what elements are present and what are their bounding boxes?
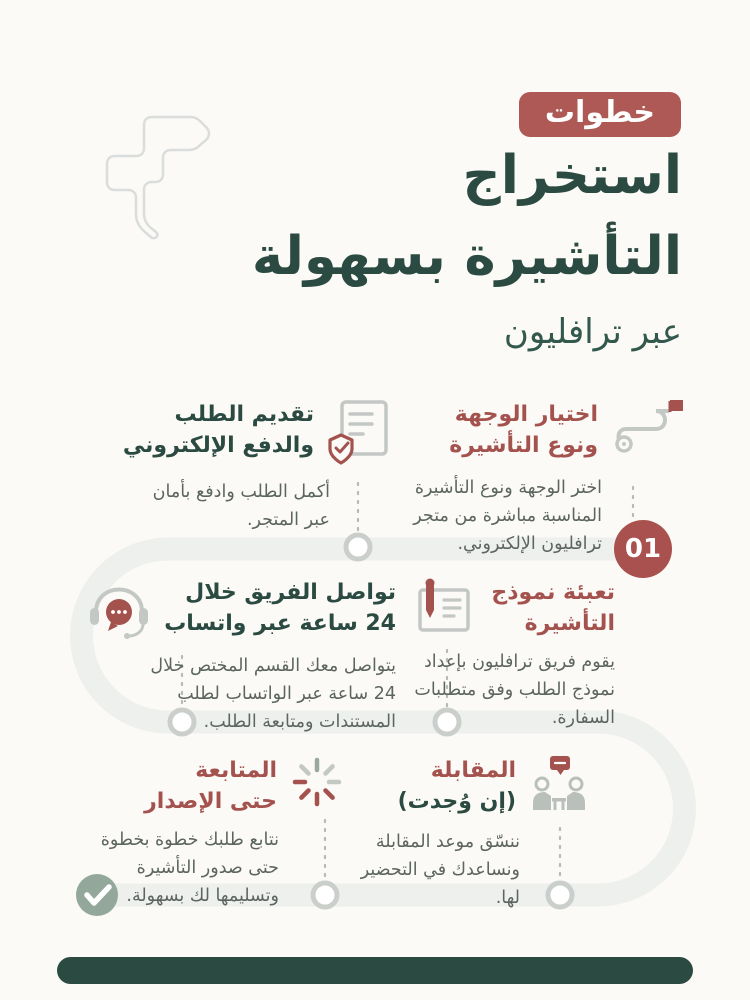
steps-badge: خطوات <box>519 92 681 137</box>
step-3-fill-form <box>410 576 615 732</box>
step-4-description: يتواصل معك القسم المختص خلال 24 ساعة عبر الواتساب لطلب المستندات ومتابعة الطلب. <box>150 656 396 732</box>
page-subtitle: عبر ترافليون <box>503 312 682 352</box>
step-4-title: تواصل الفريق خلال 24 ساعة عبر واتساب <box>164 580 396 636</box>
step-6-description: نتابع طلبك خطوة بخطوة حتى صدور التأشيرة وتسليمها لك بسهولة. <box>100 829 279 906</box>
step-6-follow-up <box>100 754 345 910</box>
step-2-submit-payment <box>122 398 392 534</box>
step-2-title: تقديم الطلب والدفع الإلكتروني <box>122 402 314 458</box>
step-5-description: ننسّق موعد المقابلة ونساعدك في التحضير لها. <box>360 832 520 908</box>
step-6-title: المتابعة حتى الإصدار <box>144 758 277 814</box>
page-title-line1: استخراج <box>462 145 682 206</box>
progress-spinner-icon <box>289 754 345 814</box>
step-1-description: اختر الوجهة ونوع التأشيرة المناسبة مباشرة من متجر ترافليون الإلكتروني. <box>413 478 602 554</box>
interview-chat-icon <box>528 754 590 820</box>
headset-chat-icon <box>86 576 152 644</box>
step-3-description: يقوم فريق ترافليون بإعداد نموذج الطلب وفق متطلبات السفارة. <box>414 652 615 728</box>
document-shield-icon <box>326 398 392 470</box>
step-5-interview <box>345 754 590 912</box>
travellion-logo-icon <box>100 110 218 242</box>
step-5-title: المقابلة (إن وُجدت) <box>397 758 516 814</box>
form-pen-icon <box>410 576 472 640</box>
step-4-team-contact <box>150 576 396 736</box>
step-2-description: أكمل الطلب وادفع بأمان عبر المتجر. <box>152 482 330 530</box>
page-title-line2: التأشيرة بسهولة <box>251 225 682 287</box>
step-3-title: تعبئة نموذج التأشيرة <box>491 580 615 636</box>
footer-bar <box>57 957 693 984</box>
route-flag-icon <box>610 398 690 466</box>
step-1-title: اختيار الوجهة ونوع التأشيرة <box>449 402 598 458</box>
page-title <box>252 136 682 297</box>
step-number-badge: 01 <box>614 520 672 578</box>
